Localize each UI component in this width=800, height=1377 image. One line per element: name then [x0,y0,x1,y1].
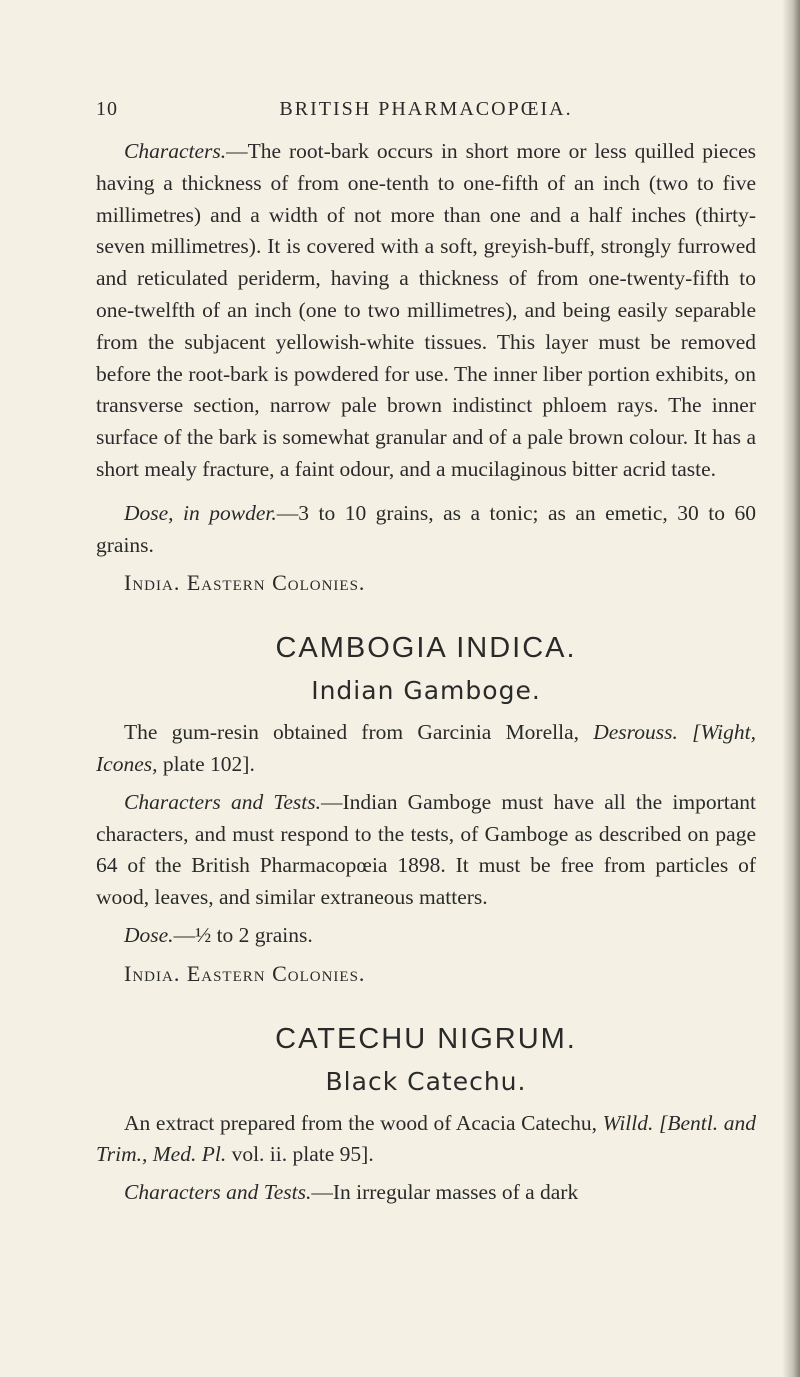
catechu-authority: Willd. [602,1110,654,1135]
catechu-intro-text: An extract prepared from the wood of Acacia Catechu, [124,1110,603,1135]
catechu-characters [96,1177,756,1209]
cambogia-dose [96,920,756,952]
cambogia-subheading: Indian Gamboge. [311,676,541,706]
catechu-reference-end: vol. ii. plate 95]. [226,1142,374,1167]
dose-paragraph [96,498,756,562]
characters-paragraph [96,136,756,486]
dose-text: —3 to 10 grains, as a tonic; as an emetic, 30 to 60 grains. [96,500,756,557]
catechu-reference: [Bentl. and Trim., Med. Pl. [96,1110,756,1167]
catechu-subheading: Black Catechu. [325,1066,527,1096]
book-title: BRITISH PHARMACOPŒIA. [279,98,573,120]
cambogia-heading: CAMBOGIA INDICA. [275,632,577,665]
cambogia-intro [96,717,756,781]
characters-text: —The root-bark occurs in short more or less quilled pieces having a thickness of from one-tenth to one-fifth of an inch (two to five millimetres) and a width of not more than one and a half inches (thirty-seven millimetres). It is covered with a soft, greyish-buff, strongly furrowed and reticulated periderm, having a thickness of from one-twenty-fifth to one-twelfth of an inch (one to two millimetres), and being easily separable from the subjacent yellowish-white tissues. This layer must be removed before the root-bark is powdered for use. The inner liber portion exhibits, on transverse section, narrow pale brown indistinct phloem rays. The inner surface of the bark is somewhat granular and of a pale brown colour. It has a short mealy fracture, a faint odour, and a mucilaginous bitter acrid taste. [96,139,756,481]
cambogia-characters-label: Characters and Tests. [124,789,322,814]
catechu-intro [96,1108,756,1172]
page-body [96,98,756,1209]
dose-label: Dose, in powder. [124,500,277,525]
cambogia-reference-end: plate 102]. [157,751,255,776]
catechu-characters-text: —In irregular masses of a dark [311,1180,579,1205]
characters-label: Characters. [124,139,227,163]
page-number: 10 [96,98,118,120]
cambogia-sources: India. Eastern Colonies. [124,960,366,986]
cambogia-dose-label: Dose. [124,922,174,947]
cambogia-dose-text: —½ to 2 grains. [173,922,313,947]
catechu-heading: CATECHU NIGRUM. [275,1022,577,1055]
catechu-characters-label: Characters and Tests. [124,1180,312,1205]
cambogia-authority: Desrouss. [593,720,678,745]
running-head [96,98,756,134]
page-edge-shadow [782,0,800,1377]
cambogia-characters [96,787,756,914]
cambogia-characters-text: —Indian Gamboge must have all the important characters, and must respond to the tests, of Gamboge as described on page 64 of the British Pharmacopœia 1898. It must be free from particles of wood, leaves, and similar extraneous matters. [96,789,756,910]
cambogia-intro-text: The gum-resin obtained from Garcinia Morella, [124,720,594,745]
cambogia-reference: [Wight, Icones, [96,720,757,776]
sources-line: India. Eastern Colonies. [124,570,366,596]
